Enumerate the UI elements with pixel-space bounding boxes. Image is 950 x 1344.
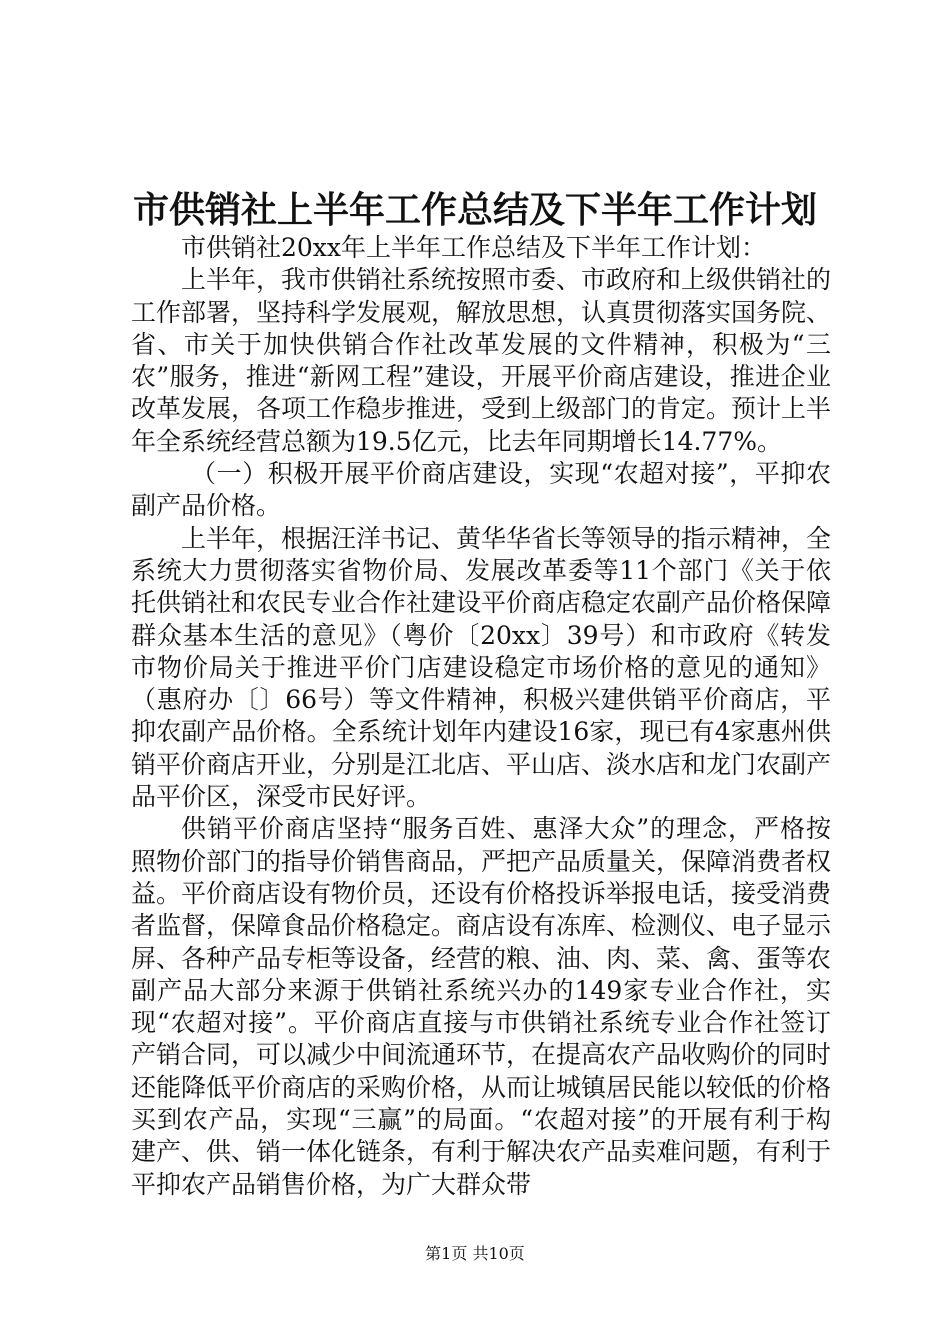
document-title: 市供销社上半年工作总结及下半年工作计划: [132, 189, 817, 231]
summary-paragraph: 上半年，我市供销社系统按照市委、市政府和上级供销社的工作部署，坚持科学发展观，解放思想，认真贯彻落实国务院、省、市关于加快供销合作社改革发展的文件精神，积极为“三农”服务，推进“新网工程”建设，开展平价商店建设，推进企业改革发展，各项工作稳步推进，受到上级部门的肯定。预计上半年全系统经营总额为19.5亿元，比去年同期增长14.77%。: [131, 265, 832, 456]
page-footer: 第1页 共10页: [425, 1244, 525, 1263]
body-paragraph: 供销平价商店坚持“服务百姓、惠泽大众”的理念，严格按照物价部门的指导价销售商品，严把产品质量关，保障消费者权益。平价商店设有物价员，还设有价格投诉举报电话，接受消费者监督，保障食品价格稳定。商店设有冻库、检测仪、电子显示屏、各种产品专柜等设备，经营的粮、油、肉、菜、禽、蛋等农副产品大部分来源于供销社系统兴办的149家专业合作社，实现“农超对接”。平价商店直接与市供销社系统专业合作社签订产销合同，可以减少中间流通环节，在提高农产品收购价的同时还能降低平价商店的采购价格，从而让城镇居民能以较低的价格买到农产品，实现“三赢”的局面。“农超对接”的开展有利于构建产、供、销一体化链条，有利于解决农产品卖难问题，有利于平抑农产品销售价格，为广大群众带: [131, 814, 832, 1199]
intro-paragraph: 市供销社20xx年上半年工作总结及下半年工作计划：: [181, 233, 767, 262]
document-body: [131, 232, 831, 1201]
body-paragraph: 上半年，根据汪洋书记、黄华华省长等领导的指示精神，全系统大力贯彻落实省物价局、发展改革委等11个部门《关于依托供销社和农民专业合作社建设平价商店稳定农副产品价格保障群众基本生活的意见》（粤价〔20xx〕39号）和市政府《转发市物价局关于推进平价门店建设稳定市场价格的意见的通知》（惠府办〔〕66号）等文件精神，积极兴建供销平价商店，平抑农副产品价格。全系统计划年内建设16家，现已有4家惠州供销平价商店开业，分别是江北店、平山店、淡水店和龙门农副产品平价区，深受市民好评。: [131, 523, 832, 812]
section-heading: （一）积极开展平价商店建设，实现“农超对接”，平抑农副产品价格。: [131, 459, 831, 521]
